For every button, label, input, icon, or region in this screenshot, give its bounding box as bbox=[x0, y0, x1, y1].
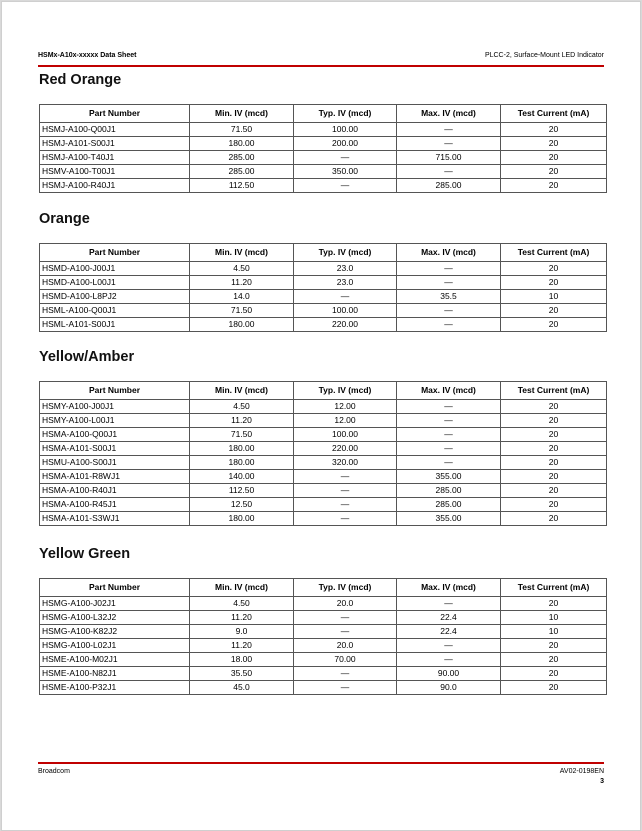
value-cell: — bbox=[397, 428, 501, 442]
value-cell: 200.00 bbox=[294, 137, 397, 151]
part-number-cell: HSMJ-A100-Q00J1 bbox=[40, 123, 190, 137]
value-cell: — bbox=[294, 625, 397, 639]
value-cell: 100.00 bbox=[294, 123, 397, 137]
value-cell: 20 bbox=[501, 639, 607, 653]
table-row bbox=[40, 667, 607, 681]
part-number-cell: HSME-A100-M02J1 bbox=[40, 653, 190, 667]
table-header-row bbox=[40, 244, 607, 262]
part-number-cell: HSMD-A100-L00J1 bbox=[40, 276, 190, 290]
value-cell: 71.50 bbox=[190, 304, 294, 318]
value-cell: — bbox=[294, 512, 397, 526]
header-doc-subtitle: PLCC-2, Surface-Mount LED Indicator bbox=[484, 52, 604, 59]
value-cell: 285.00 bbox=[397, 179, 501, 193]
value-cell: 100.00 bbox=[294, 304, 397, 318]
column-header: Max. IV (mcd) bbox=[397, 244, 501, 262]
table-row bbox=[40, 484, 607, 498]
value-cell: 20.0 bbox=[294, 639, 397, 653]
column-header: Min. IV (mcd) bbox=[190, 382, 294, 400]
value-cell: 9.0 bbox=[190, 625, 294, 639]
table-row bbox=[40, 442, 607, 456]
part-number-cell: HSME-A100-P32J1 bbox=[40, 681, 190, 695]
value-cell: 355.00 bbox=[397, 512, 501, 526]
page-number: 3 bbox=[600, 778, 604, 785]
value-cell: 140.00 bbox=[190, 470, 294, 484]
value-cell: — bbox=[294, 498, 397, 512]
value-cell: — bbox=[294, 484, 397, 498]
value-cell: 715.00 bbox=[397, 151, 501, 165]
column-header: Test Current (mA) bbox=[501, 579, 607, 597]
value-cell: 11.20 bbox=[190, 611, 294, 625]
column-header: Part Number bbox=[40, 382, 190, 400]
value-cell: 71.50 bbox=[190, 123, 294, 137]
footer-company: Broadcom bbox=[38, 768, 70, 775]
part-number-cell: HSMA-A101-S3WJ1 bbox=[40, 512, 190, 526]
value-cell: 12.50 bbox=[190, 498, 294, 512]
column-header: Min. IV (mcd) bbox=[190, 105, 294, 123]
part-number-cell: HSMG-A100-K82J2 bbox=[40, 625, 190, 639]
part-number-cell: HSMA-A101-R8WJ1 bbox=[40, 470, 190, 484]
value-cell: 180.00 bbox=[190, 318, 294, 332]
value-cell: 11.20 bbox=[190, 639, 294, 653]
column-header: Test Current (mA) bbox=[501, 382, 607, 400]
table-row bbox=[40, 681, 607, 695]
column-header: Min. IV (mcd) bbox=[190, 579, 294, 597]
value-cell: — bbox=[397, 653, 501, 667]
column-header: Typ. IV (mcd) bbox=[294, 382, 397, 400]
section-title-yellow-amber: Yellow/Amber bbox=[39, 349, 135, 365]
value-cell: 71.50 bbox=[190, 428, 294, 442]
value-cell: 320.00 bbox=[294, 456, 397, 470]
value-cell: 22.4 bbox=[397, 625, 501, 639]
header-doc-title: HSMx-A10x-xxxxx Data Sheet bbox=[38, 52, 137, 59]
table-header-row bbox=[40, 105, 607, 123]
column-header: Test Current (mA) bbox=[501, 105, 607, 123]
value-cell: 100.00 bbox=[294, 428, 397, 442]
part-number-cell: HSME-A100-N82J1 bbox=[40, 667, 190, 681]
column-header: Min. IV (mcd) bbox=[190, 244, 294, 262]
part-number-cell: HSML-A100-Q00J1 bbox=[40, 304, 190, 318]
value-cell: — bbox=[294, 179, 397, 193]
value-cell: 23.0 bbox=[294, 262, 397, 276]
column-header: Typ. IV (mcd) bbox=[294, 105, 397, 123]
part-number-cell: HSML-A101-S00J1 bbox=[40, 318, 190, 332]
value-cell: 35.50 bbox=[190, 667, 294, 681]
part-number-cell: HSMD-A100-L8PJ2 bbox=[40, 290, 190, 304]
table-row bbox=[40, 137, 607, 151]
value-cell: 112.50 bbox=[190, 179, 294, 193]
table-row bbox=[40, 165, 607, 179]
value-cell: 180.00 bbox=[190, 512, 294, 526]
value-cell: 20 bbox=[501, 442, 607, 456]
value-cell: — bbox=[397, 400, 501, 414]
table-row bbox=[40, 318, 607, 332]
value-cell: 18.00 bbox=[190, 653, 294, 667]
value-cell: 355.00 bbox=[397, 470, 501, 484]
value-cell: 20 bbox=[501, 484, 607, 498]
value-cell: 20 bbox=[501, 151, 607, 165]
value-cell: 220.00 bbox=[294, 442, 397, 456]
section-title-yellow-green: Yellow Green bbox=[39, 546, 131, 562]
value-cell: 90.00 bbox=[397, 667, 501, 681]
value-cell: — bbox=[294, 151, 397, 165]
table-yellow-amber bbox=[39, 381, 607, 526]
value-cell: 20 bbox=[501, 179, 607, 193]
column-header: Max. IV (mcd) bbox=[397, 382, 501, 400]
table-row bbox=[40, 639, 607, 653]
part-number-cell: HSMA-A100-Q00J1 bbox=[40, 428, 190, 442]
table-row bbox=[40, 428, 607, 442]
value-cell: 285.00 bbox=[397, 498, 501, 512]
value-cell: 45.0 bbox=[190, 681, 294, 695]
value-cell: — bbox=[397, 442, 501, 456]
value-cell: — bbox=[294, 681, 397, 695]
column-header: Typ. IV (mcd) bbox=[294, 244, 397, 262]
table-orange bbox=[39, 243, 607, 332]
value-cell: 35.5 bbox=[397, 290, 501, 304]
part-number-cell: HSMG-A100-L32J2 bbox=[40, 611, 190, 625]
value-cell: 20 bbox=[501, 456, 607, 470]
value-cell: 180.00 bbox=[190, 137, 294, 151]
table-row bbox=[40, 123, 607, 137]
table-row bbox=[40, 597, 607, 611]
part-number-cell: HSMJ-A100-R40J1 bbox=[40, 179, 190, 193]
column-header: Part Number bbox=[40, 579, 190, 597]
table-row bbox=[40, 625, 607, 639]
value-cell: 285.00 bbox=[397, 484, 501, 498]
value-cell: — bbox=[397, 456, 501, 470]
part-number-cell: HSMD-A100-J00J1 bbox=[40, 262, 190, 276]
table-row bbox=[40, 290, 607, 304]
part-number-cell: HSMA-A101-S00J1 bbox=[40, 442, 190, 456]
value-cell: — bbox=[397, 414, 501, 428]
value-cell: 12.00 bbox=[294, 400, 397, 414]
footer-divider bbox=[38, 762, 604, 764]
value-cell: 4.50 bbox=[190, 597, 294, 611]
value-cell: 4.50 bbox=[190, 400, 294, 414]
footer-doc-id: AV02-0198EN bbox=[559, 768, 604, 775]
part-number-cell: HSMV-A100-T00J1 bbox=[40, 165, 190, 179]
value-cell: — bbox=[397, 304, 501, 318]
value-cell: — bbox=[397, 137, 501, 151]
value-cell: 20.0 bbox=[294, 597, 397, 611]
value-cell: 20 bbox=[501, 428, 607, 442]
value-cell: 14.0 bbox=[190, 290, 294, 304]
value-cell: — bbox=[397, 262, 501, 276]
value-cell: — bbox=[397, 639, 501, 653]
value-cell: 12.00 bbox=[294, 414, 397, 428]
value-cell: 180.00 bbox=[190, 442, 294, 456]
value-cell: 285.00 bbox=[190, 165, 294, 179]
value-cell: 23.0 bbox=[294, 276, 397, 290]
table-row bbox=[40, 304, 607, 318]
value-cell: — bbox=[397, 123, 501, 137]
table-row bbox=[40, 456, 607, 470]
value-cell: — bbox=[397, 318, 501, 332]
column-header: Max. IV (mcd) bbox=[397, 579, 501, 597]
table-row bbox=[40, 262, 607, 276]
table-row bbox=[40, 611, 607, 625]
value-cell: 180.00 bbox=[190, 456, 294, 470]
value-cell: 90.0 bbox=[397, 681, 501, 695]
column-header: Part Number bbox=[40, 244, 190, 262]
section-title-orange: Orange bbox=[39, 211, 90, 227]
part-number-cell: HSMY-A100-L00J1 bbox=[40, 414, 190, 428]
value-cell: 20 bbox=[501, 498, 607, 512]
value-cell: 20 bbox=[501, 597, 607, 611]
table-row bbox=[40, 512, 607, 526]
column-header: Max. IV (mcd) bbox=[397, 105, 501, 123]
value-cell: 10 bbox=[501, 611, 607, 625]
value-cell: 20 bbox=[501, 512, 607, 526]
part-number-cell: HSMY-A100-J00J1 bbox=[40, 400, 190, 414]
value-cell: — bbox=[294, 611, 397, 625]
value-cell: — bbox=[397, 597, 501, 611]
part-number-cell: HSMA-A100-R45J1 bbox=[40, 498, 190, 512]
column-header: Test Current (mA) bbox=[501, 244, 607, 262]
value-cell: — bbox=[397, 276, 501, 290]
value-cell: 22.4 bbox=[397, 611, 501, 625]
value-cell: 20 bbox=[501, 400, 607, 414]
column-header: Typ. IV (mcd) bbox=[294, 579, 397, 597]
table-header-row bbox=[40, 382, 607, 400]
value-cell: 20 bbox=[501, 304, 607, 318]
value-cell: 10 bbox=[501, 625, 607, 639]
part-number-cell: HSMJ-A101-S00J1 bbox=[40, 137, 190, 151]
value-cell: — bbox=[294, 290, 397, 304]
value-cell: 20 bbox=[501, 276, 607, 290]
table-row bbox=[40, 151, 607, 165]
table-row bbox=[40, 414, 607, 428]
part-number-cell: HSMU-A100-S00J1 bbox=[40, 456, 190, 470]
value-cell: 10 bbox=[501, 290, 607, 304]
header-divider bbox=[38, 65, 604, 67]
value-cell: — bbox=[294, 667, 397, 681]
value-cell: 20 bbox=[501, 123, 607, 137]
value-cell: 20 bbox=[501, 681, 607, 695]
datasheet-page bbox=[1, 1, 641, 831]
part-number-cell: HSMJ-A100-T40J1 bbox=[40, 151, 190, 165]
table-row bbox=[40, 400, 607, 414]
value-cell: 285.00 bbox=[190, 151, 294, 165]
value-cell: 20 bbox=[501, 137, 607, 151]
value-cell: — bbox=[294, 470, 397, 484]
value-cell: 11.20 bbox=[190, 414, 294, 428]
table-yellow-green bbox=[39, 578, 607, 695]
table-header-row bbox=[40, 579, 607, 597]
value-cell: 20 bbox=[501, 470, 607, 484]
table-red-orange bbox=[39, 104, 607, 193]
table-row bbox=[40, 179, 607, 193]
value-cell: 20 bbox=[501, 653, 607, 667]
value-cell: 70.00 bbox=[294, 653, 397, 667]
value-cell: 11.20 bbox=[190, 276, 294, 290]
value-cell: 20 bbox=[501, 262, 607, 276]
part-number-cell: HSMG-A100-J02J1 bbox=[40, 597, 190, 611]
table-row bbox=[40, 470, 607, 484]
value-cell: 4.50 bbox=[190, 262, 294, 276]
table-row bbox=[40, 498, 607, 512]
value-cell: — bbox=[397, 165, 501, 179]
value-cell: 350.00 bbox=[294, 165, 397, 179]
part-number-cell: HSMG-A100-L02J1 bbox=[40, 639, 190, 653]
value-cell: 20 bbox=[501, 318, 607, 332]
value-cell: 220.00 bbox=[294, 318, 397, 332]
value-cell: 20 bbox=[501, 667, 607, 681]
value-cell: 20 bbox=[501, 414, 607, 428]
value-cell: 20 bbox=[501, 165, 607, 179]
value-cell: 112.50 bbox=[190, 484, 294, 498]
table-row bbox=[40, 276, 607, 290]
part-number-cell: HSMA-A100-R40J1 bbox=[40, 484, 190, 498]
section-title-red-orange: Red Orange bbox=[39, 72, 122, 88]
table-row bbox=[40, 653, 607, 667]
column-header: Part Number bbox=[40, 105, 190, 123]
